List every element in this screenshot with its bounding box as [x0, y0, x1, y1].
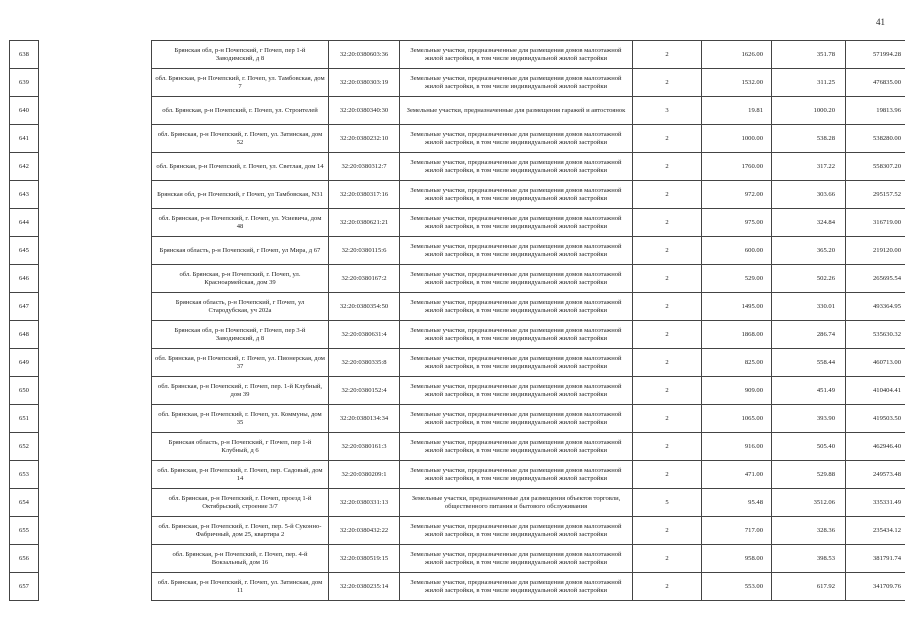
table-row — [10, 517, 905, 545]
address-cell: обл. Брянская, р-н Почепский, г. Почеп, пер. Садовый, дом 14 — [152, 461, 329, 489]
cadastral-number-cell: 32:20:0380152:4 — [329, 377, 400, 405]
address-cell: обл. Брянская, р-н Почепский, г. Почеп, ул. Затинская, дом 52 — [152, 125, 329, 153]
cadastral-value-cell: 19813.96 — [846, 97, 905, 125]
land-use-cell: Земельные участки, предназначенные для размещения домов малоэтажной жилой застройки, в том числе индивидуальной жилой застройки — [400, 349, 633, 377]
cadastral-number-cell: 32:20:0380432:22 — [329, 517, 400, 545]
address-cell: Брянская область, р-н Почепский, г Почеп, пер 1-й Клубный, д 6 — [152, 433, 329, 461]
area-cell: 600.00 — [702, 237, 772, 265]
area-cell: 95.48 — [702, 489, 772, 517]
land-use-cell: Земельные участки, предназначенные для размещения объектов торговли, общественного питания и бытового обслуживания — [400, 489, 633, 517]
row-number: 645 — [10, 237, 39, 265]
area-cell: 1065.00 — [702, 405, 772, 433]
spacer-cell — [39, 377, 152, 405]
cadastral-number-cell: 32:20:0380312:7 — [329, 153, 400, 181]
spacer-cell — [39, 125, 152, 153]
land-use-cell: Земельные участки, предназначенные для размещения домов малоэтажной жилой застройки, в том числе индивидуальной жилой застройки — [400, 69, 633, 97]
spacer-cell — [39, 293, 152, 321]
table-row — [10, 321, 905, 349]
unit-price-cell: 502.26 — [772, 265, 846, 293]
use-code-cell: 2 — [633, 573, 702, 601]
area-cell: 972.00 — [702, 181, 772, 209]
row-number: 641 — [10, 125, 39, 153]
table-row — [10, 41, 905, 69]
address-cell: Брянская обл, р-н Почепский, г Почеп, ул Тамбовская, N31 — [152, 181, 329, 209]
cadastral-number-cell: 32:20:0380603:36 — [329, 41, 400, 69]
cadastral-number-cell: 32:20:0380115:6 — [329, 237, 400, 265]
cadastral-number-cell: 32:20:0380303:19 — [329, 69, 400, 97]
spacer-cell — [39, 209, 152, 237]
row-number: 655 — [10, 517, 39, 545]
table-row — [10, 461, 905, 489]
row-number: 646 — [10, 265, 39, 293]
spacer-cell — [39, 97, 152, 125]
land-use-cell: Земельные участки, предназначенные для размещения домов малоэтажной жилой застройки, в том числе индивидуальной жилой застройки — [400, 153, 633, 181]
unit-price-cell: 330.01 — [772, 293, 846, 321]
cadastral-number-cell: 32:20:0380232:10 — [329, 125, 400, 153]
cadastral-number-cell: 32:20:0380317:16 — [329, 181, 400, 209]
address-cell: Брянская обл, р-н Почепский, г Почеп, пер 3-й Заводимский, д 8 — [152, 321, 329, 349]
spacer-cell — [39, 517, 152, 545]
row-number: 643 — [10, 181, 39, 209]
cadastral-value-cell: 410404.41 — [846, 377, 905, 405]
spacer-cell — [39, 433, 152, 461]
cadastral-value-cell: 535630.32 — [846, 321, 905, 349]
table-row — [10, 69, 905, 97]
row-number: 647 — [10, 293, 39, 321]
land-use-cell: Земельные участки, предназначенные для размещения домов малоэтажной жилой застройки, в том числе индивидуальной жилой застройки — [400, 181, 633, 209]
cadastral-number-cell: 32:20:0380354:50 — [329, 293, 400, 321]
use-code-cell: 2 — [633, 545, 702, 573]
cadastral-number-cell: 32:20:0380631:4 — [329, 321, 400, 349]
spacer-cell — [39, 349, 152, 377]
address-cell: обл. Брянская, р-н Почепский, г. Почеп, пер. 1-й Клубный, дом 39 — [152, 377, 329, 405]
spacer-cell — [39, 461, 152, 489]
use-code-cell: 2 — [633, 293, 702, 321]
spacer-cell — [39, 405, 152, 433]
cadastral-number-cell: 32:20:0380335:8 — [329, 349, 400, 377]
unit-price-cell: 505.40 — [772, 433, 846, 461]
cadastral-value-cell: 493364.95 — [846, 293, 905, 321]
cadastral-number-cell: 32:20:0380519:15 — [329, 545, 400, 573]
address-cell: обл. Брянская, р-н Почепский, г. Почеп, ул. Красноармейская, дом 39 — [152, 265, 329, 293]
area-cell: 825.00 — [702, 349, 772, 377]
area-cell: 1495.00 — [702, 293, 772, 321]
use-code-cell: 2 — [633, 153, 702, 181]
cadastral-number-cell: 32:20:0380209:1 — [329, 461, 400, 489]
area-cell: 1626.00 — [702, 41, 772, 69]
table-row — [10, 265, 905, 293]
area-cell: 19.81 — [702, 97, 772, 125]
use-code-cell: 2 — [633, 125, 702, 153]
use-code-cell: 2 — [633, 41, 702, 69]
table-row — [10, 125, 905, 153]
row-number: 650 — [10, 377, 39, 405]
cadastral-number-cell: 32:20:0380340:30 — [329, 97, 400, 125]
cadastral-number-cell: 32:20:0380134:34 — [329, 405, 400, 433]
cadastral-value-cell: 538280.00 — [846, 125, 905, 153]
row-number: 639 — [10, 69, 39, 97]
cadastral-number-cell: 32:20:0380621:21 — [329, 209, 400, 237]
unit-price-cell: 286.74 — [772, 321, 846, 349]
row-number: 640 — [10, 97, 39, 125]
address-cell: обл. Брянская, р-н Почепский, г. Почеп, ул. Усиевича, дом 48 — [152, 209, 329, 237]
cadastral-value-cell: 460713.00 — [846, 349, 905, 377]
land-registry-table — [9, 40, 905, 601]
cadastral-number-cell: 32:20:0380161:3 — [329, 433, 400, 461]
spacer-cell — [39, 489, 152, 517]
area-cell: 553.00 — [702, 573, 772, 601]
cadastral-value-cell: 558307.20 — [846, 153, 905, 181]
unit-price-cell: 1000.20 — [772, 97, 846, 125]
cadastral-value-cell: 476835.00 — [846, 69, 905, 97]
use-code-cell: 2 — [633, 517, 702, 545]
address-cell: Брянская область, р-н Почепский, г Почеп, ул Стародубская, уч 202а — [152, 293, 329, 321]
cadastral-value-cell: 462946.40 — [846, 433, 905, 461]
address-cell: обл. Брянская, р-н Почепский, г. Почеп, проезд 1-й Октябрьский, строение 3/7 — [152, 489, 329, 517]
row-number: 652 — [10, 433, 39, 461]
cadastral-value-cell: 249573.48 — [846, 461, 905, 489]
use-code-cell: 2 — [633, 237, 702, 265]
area-cell: 717.00 — [702, 517, 772, 545]
address-cell: обл. Брянская, р-н Почепский, г. Почеп, ул. Пионерская, дом 37 — [152, 349, 329, 377]
table-row — [10, 181, 905, 209]
land-use-cell: Земельные участки, предназначенные для размещения домов малоэтажной жилой застройки, в том числе индивидуальной жилой застройки — [400, 41, 633, 69]
land-use-cell: Земельные участки, предназначенные для размещения гаражей и автостоянок — [400, 97, 633, 125]
unit-price-cell: 311.25 — [772, 69, 846, 97]
address-cell: обл. Брянская, р-н Почепский, г. Почеп, ул. Светлая, дом 14 — [152, 153, 329, 181]
cadastral-value-cell: 571994.28 — [846, 41, 905, 69]
spacer-cell — [39, 237, 152, 265]
row-number: 644 — [10, 209, 39, 237]
spacer-cell — [39, 265, 152, 293]
cadastral-value-cell: 265695.54 — [846, 265, 905, 293]
page-number: 41 — [876, 17, 885, 27]
area-cell: 909.00 — [702, 377, 772, 405]
address-cell: Брянская обл, р-н Почепский, г Почеп, пер 1-й Заводимский, д 8 — [152, 41, 329, 69]
unit-price-cell: 328.36 — [772, 517, 846, 545]
land-use-cell: Земельные участки, предназначенные для размещения домов малоэтажной жилой застройки, в том числе индивидуальной жилой застройки — [400, 293, 633, 321]
table-row — [10, 349, 905, 377]
spacer-cell — [39, 181, 152, 209]
table-row — [10, 545, 905, 573]
area-cell: 1868.00 — [702, 321, 772, 349]
table-row — [10, 573, 905, 601]
use-code-cell: 2 — [633, 321, 702, 349]
use-code-cell: 2 — [633, 461, 702, 489]
address-cell: обл. Брянская, р-н Почепский, г. Почеп, ул. Коммуны, дом 35 — [152, 405, 329, 433]
area-cell: 1532.00 — [702, 69, 772, 97]
table-row — [10, 237, 905, 265]
address-cell: обл. Брянская, р-н Почепский, г. Почеп, пер. 4-й Вокзальный, дом 16 — [152, 545, 329, 573]
address-cell: обл. Брянская, р-н Почепский, г. Почеп, ул. Строителей — [152, 97, 329, 125]
row-number: 648 — [10, 321, 39, 349]
row-number: 642 — [10, 153, 39, 181]
area-cell: 1760.00 — [702, 153, 772, 181]
unit-price-cell: 393.90 — [772, 405, 846, 433]
table-row — [10, 489, 905, 517]
use-code-cell: 2 — [633, 349, 702, 377]
spacer-cell — [39, 545, 152, 573]
unit-price-cell: 303.66 — [772, 181, 846, 209]
spacer-cell — [39, 153, 152, 181]
row-number: 649 — [10, 349, 39, 377]
address-cell: обл. Брянская, р-н Почепский, г. Почеп, ул. Затинская, дом 11 — [152, 573, 329, 601]
table-row — [10, 293, 905, 321]
area-cell: 975.00 — [702, 209, 772, 237]
table-row — [10, 97, 905, 125]
land-use-cell: Земельные участки, предназначенные для размещения домов малоэтажной жилой застройки, в том числе индивидуальной жилой застройки — [400, 405, 633, 433]
unit-price-cell: 529.88 — [772, 461, 846, 489]
address-cell: обл. Брянская, р-н Почепский, г. Почеп, ул. Тамбовская, дом 7 — [152, 69, 329, 97]
area-cell: 1000.00 — [702, 125, 772, 153]
land-use-cell: Земельные участки, предназначенные для размещения домов малоэтажной жилой застройки, в том числе индивидуальной жилой застройки — [400, 573, 633, 601]
row-number: 653 — [10, 461, 39, 489]
table-body — [10, 41, 905, 601]
unit-price-cell: 558.44 — [772, 349, 846, 377]
table-row — [10, 433, 905, 461]
area-cell: 529.00 — [702, 265, 772, 293]
cadastral-value-cell: 381791.74 — [846, 545, 905, 573]
area-cell: 916.00 — [702, 433, 772, 461]
land-use-cell: Земельные участки, предназначенные для размещения домов малоэтажной жилой застройки, в том числе индивидуальной жилой застройки — [400, 209, 633, 237]
cadastral-value-cell: 419503.50 — [846, 405, 905, 433]
land-use-cell: Земельные участки, предназначенные для размещения домов малоэтажной жилой застройки, в том числе индивидуальной жилой застройки — [400, 377, 633, 405]
table-row — [10, 377, 905, 405]
cadastral-value-cell: 316719.00 — [846, 209, 905, 237]
unit-price-cell: 365.20 — [772, 237, 846, 265]
cadastral-value-cell: 235434.12 — [846, 517, 905, 545]
unit-price-cell: 3512.06 — [772, 489, 846, 517]
cadastral-value-cell: 341709.76 — [846, 573, 905, 601]
spacer-cell — [39, 41, 152, 69]
land-use-cell: Земельные участки, предназначенные для размещения домов малоэтажной жилой застройки, в том числе индивидуальной жилой застройки — [400, 545, 633, 573]
cadastral-value-cell: 335331.49 — [846, 489, 905, 517]
land-use-cell: Земельные участки, предназначенные для размещения домов малоэтажной жилой застройки, в том числе индивидуальной жилой застройки — [400, 321, 633, 349]
table-row — [10, 405, 905, 433]
use-code-cell: 5 — [633, 489, 702, 517]
land-use-cell: Земельные участки, предназначенные для размещения домов малоэтажной жилой застройки, в том числе индивидуальной жилой застройки — [400, 461, 633, 489]
row-number: 656 — [10, 545, 39, 573]
cadastral-value-cell: 295157.52 — [846, 181, 905, 209]
table-row — [10, 153, 905, 181]
land-use-cell: Земельные участки, предназначенные для размещения домов малоэтажной жилой застройки, в том числе индивидуальной жилой застройки — [400, 125, 633, 153]
unit-price-cell: 398.53 — [772, 545, 846, 573]
row-number: 654 — [10, 489, 39, 517]
use-code-cell: 2 — [633, 433, 702, 461]
spacer-cell — [39, 321, 152, 349]
use-code-cell: 2 — [633, 405, 702, 433]
unit-price-cell: 538.28 — [772, 125, 846, 153]
use-code-cell: 2 — [633, 377, 702, 405]
area-cell: 958.00 — [702, 545, 772, 573]
spacer-cell — [39, 69, 152, 97]
use-code-cell: 2 — [633, 265, 702, 293]
row-number: 657 — [10, 573, 39, 601]
cadastral-number-cell: 32:20:0380235:14 — [329, 573, 400, 601]
table-row — [10, 209, 905, 237]
use-code-cell: 2 — [633, 209, 702, 237]
unit-price-cell: 324.84 — [772, 209, 846, 237]
land-use-cell: Земельные участки, предназначенные для размещения домов малоэтажной жилой застройки, в том числе индивидуальной жилой застройки — [400, 265, 633, 293]
land-use-cell: Земельные участки, предназначенные для размещения домов малоэтажной жилой застройки, в том числе индивидуальной жилой застройки — [400, 237, 633, 265]
address-cell: Брянская область, р-н Почепский, г Почеп, ул Мира, д 67 — [152, 237, 329, 265]
cadastral-value-cell: 219120.00 — [846, 237, 905, 265]
unit-price-cell: 617.92 — [772, 573, 846, 601]
land-use-cell: Земельные участки, предназначенные для размещения домов малоэтажной жилой застройки, в том числе индивидуальной жилой застройки — [400, 517, 633, 545]
land-use-cell: Земельные участки, предназначенные для размещения домов малоэтажной жилой застройки, в том числе индивидуальной жилой застройки — [400, 433, 633, 461]
cadastral-number-cell: 32:20:0380331:13 — [329, 489, 400, 517]
cadastral-number-cell: 32:20:0380167:2 — [329, 265, 400, 293]
spacer-cell — [39, 573, 152, 601]
use-code-cell: 3 — [633, 97, 702, 125]
use-code-cell: 2 — [633, 69, 702, 97]
row-number: 638 — [10, 41, 39, 69]
area-cell: 471.00 — [702, 461, 772, 489]
address-cell: обл. Брянская, р-н Почепский, г. Почеп, пер. 5-й Суконно-Фабричный, дом 25, квартира 2 — [152, 517, 329, 545]
unit-price-cell: 351.78 — [772, 41, 846, 69]
use-code-cell: 2 — [633, 181, 702, 209]
unit-price-cell: 451.49 — [772, 377, 846, 405]
row-number: 651 — [10, 405, 39, 433]
unit-price-cell: 317.22 — [772, 153, 846, 181]
